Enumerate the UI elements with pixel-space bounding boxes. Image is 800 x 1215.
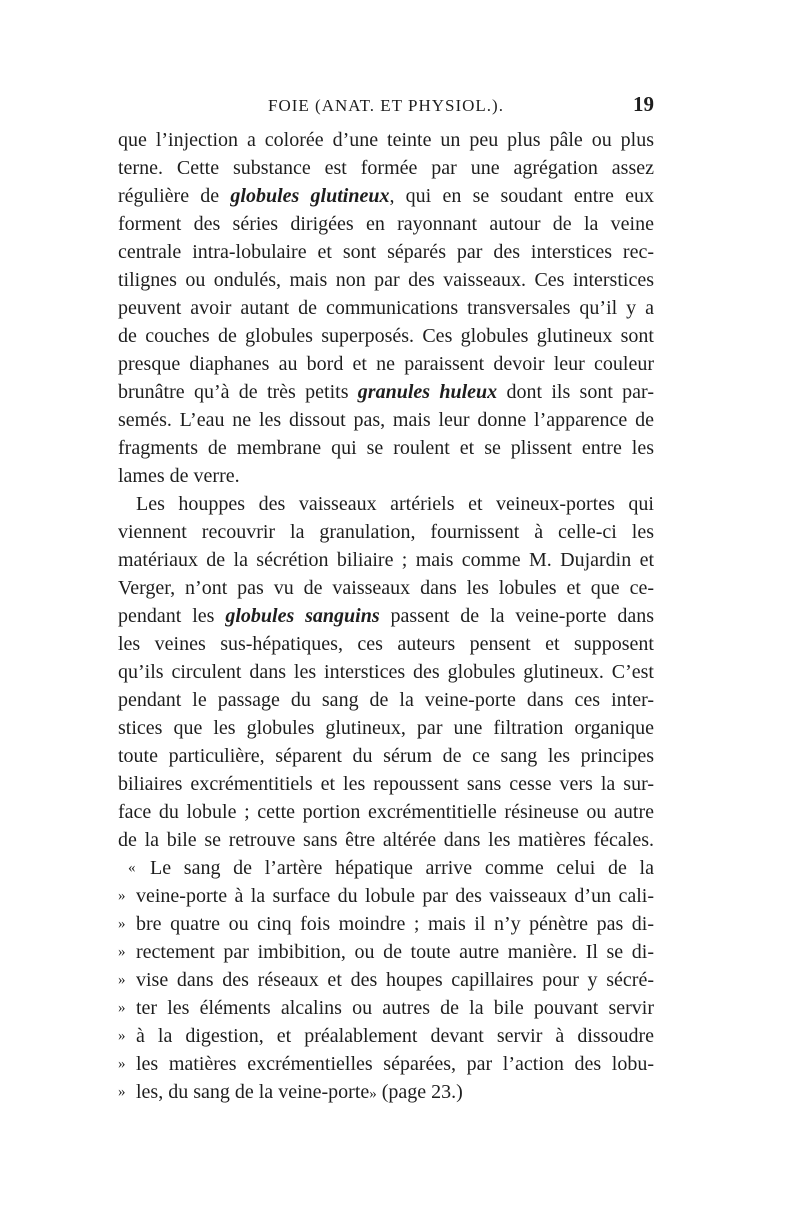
emphasis-term: globules sanguins [225,605,380,627]
emphasis-term: granules huleux [357,381,498,403]
quote-line [118,994,654,1022]
quote-line [118,1078,654,1106]
text-line: matériaux de la sécrétion biliaire ; mais comme M. Dujardin et [118,549,654,571]
quote-text: ter les éléments alcalins ou autres de la bile pouvant servir [136,997,654,1019]
text-run: les, du sang de la veine-porte [136,1081,370,1103]
page-header [118,92,654,124]
quote-line [118,882,654,910]
quote-line [118,1022,654,1050]
continuation-quote-mark: » [118,1000,126,1016]
quote-line [118,966,654,994]
text-line: fragments de membrane qui se roulent et se plissent entre les [118,437,654,459]
text-run: dont ils sont par- [497,381,654,403]
quote-line [118,1050,654,1078]
paragraph-1 [118,126,654,490]
text-line: qu’ils circulent dans les interstices des globules glutineux. C’est [118,661,654,683]
text-line: de la bile se retrouve sans être altérée dans les matières fécales. [118,829,654,851]
text-run: brunâtre qu’à de très petits [118,381,358,403]
quote-text: veine-porte à la surface du lobule par des vaisseaux d’un cali- [136,885,654,907]
text-line [118,182,654,210]
continuation-quote-mark: » [118,888,126,904]
text-line [118,378,654,406]
quote-text: rectement par imbibition, ou de toute autre manière. Il se di- [136,941,654,963]
quote-text: vise dans des réseaux et des houpes capillaires pour y sécré- [136,969,654,991]
text-line: pendant le passage du sang de la veine-porte dans ces inter- [118,689,654,711]
text-line: terne. Cette substance est formée par une agrégation assez [118,157,654,179]
text-line: tilignes ou ondulés, mais non par des vaisseaux. Ces interstices [118,269,654,291]
continuation-quote-mark: » [118,1084,126,1100]
text-run: pendant les [118,605,226,627]
text-line: Verger, n’ont pas vu de vaisseaux dans les lobules et que ce- [118,577,654,599]
running-title: FOIE (ANAT. ET PHYSIOL.). [268,96,504,115]
page-body [118,126,654,1106]
close-quote-mark: » [369,1086,377,1102]
continuation-quote-mark: » [118,916,126,932]
page-number: 19 [633,92,654,116]
quote-line [118,910,654,938]
paragraph-2 [118,490,654,854]
text-line: presque diaphanes au bord et ne paraissent devoir leur couleur [118,353,654,375]
text-line: toute particulière, séparent du sérum de ce sang les principes [118,745,654,767]
text-line: stices que les globules glutineux, par une filtration organique [118,717,654,739]
quote-text: bre quatre ou cinq fois moindre ; mais il n’y pénètre pas di- [136,913,654,935]
text-line: forment des séries dirigées en rayonnant autour de la veine [118,213,654,235]
continuation-quote-mark: » [118,1056,126,1072]
open-quote-mark: « [128,860,136,876]
continuation-quote-mark: » [118,972,126,988]
text-run: , qui en se soudant entre eux [389,185,654,207]
text-line: centrale intra-lobulaire et sont séparés par des interstices rec- [118,241,654,263]
text-line: peuvent avoir autant de communications transversales qu’il y a [118,297,654,319]
text-line [118,602,654,630]
text-line: que l’injection a colorée d’une teinte un peu plus pâle ou plus [118,129,654,151]
emphasis-term: globules glutineux [230,185,390,207]
text-line: biliaires excrémentitiels et les repoussent sans cesse vers la sur- [118,773,654,795]
quote-text-final [136,1078,654,1106]
quote-line [118,854,654,882]
text-line: face du lobule ; cette portion excrémentitielle résineuse ou autre [118,801,654,823]
text-line: semés. L’eau ne les dissout pas, mais leur donne l’apparence de [118,409,654,431]
quote-text: les matières excrémentielles séparées, par l’action des lobu- [136,1053,654,1075]
text-line: de couches de globules superposés. Ces globules glutineux sont [118,325,654,347]
quote-text: Le sang de l’artère hépatique arrive comme celui de la [150,857,654,879]
continuation-quote-mark: » [118,944,126,960]
text-run: passent de la veine-porte dans [379,605,654,627]
quote-text: à la digestion, et préalablement devant servir à dissoudre [136,1025,654,1047]
text-run: régulière de [118,185,231,207]
continuation-quote-mark: » [118,1028,126,1044]
block-quote [118,854,654,1106]
text-line: Les houppes des vaisseaux artériels et veineux-portes qui [136,493,654,515]
text-line: les veines sus-hépatiques, ces auteurs pensent et supposent [118,633,654,655]
text-line: viennent recouvrir la granulation, fournissent à celle-ci les [118,521,654,543]
text-line: lames de verre. [118,465,240,487]
quote-line [118,938,654,966]
page-reference: (page 23.) [376,1081,463,1103]
